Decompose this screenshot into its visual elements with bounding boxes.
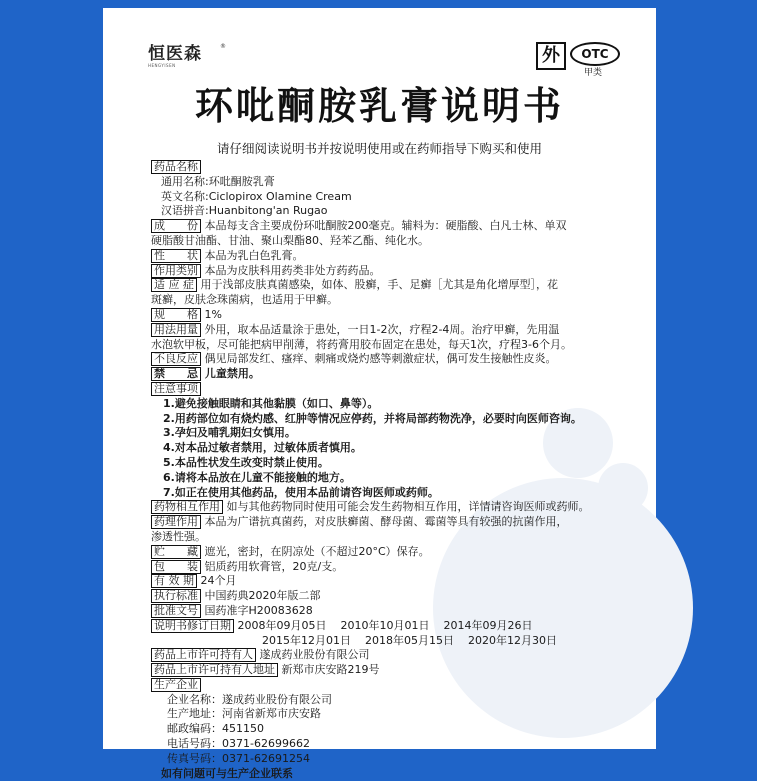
section-revision: 说明书修订日期 2008年09月05日 2010年10月01日 2014年09月26日: [151, 619, 635, 634]
section-package: 包 装 铝质药用软膏管，20克/支。: [151, 560, 635, 575]
address-row: 生产地址：河南省新郑市庆安路: [167, 707, 321, 721]
section-contraindication: 禁 忌 儿童禁用。: [151, 367, 635, 382]
company-row: 企业名称：遂成药业股份有限公司: [167, 692, 332, 706]
leaflet-content: [151, 160, 635, 781]
precaution-item: 1.避免接触眼睛和其他黏膜（如口、鼻等）。: [163, 396, 379, 410]
section-label: 药品名称: [151, 160, 201, 174]
otc-class-label: 甲类: [584, 68, 603, 78]
precaution-item: 6.请将本品放在儿童不能接触的地方。: [163, 470, 351, 484]
section-validity: 有 效 期 24个月: [151, 574, 635, 589]
generic-name-row: 通用名称:环吡酮胺乳膏: [161, 174, 275, 188]
section-character: 性 状 本品为乳白色乳膏。: [151, 249, 635, 264]
logo-text: 恒医森: [148, 44, 202, 64]
otc-badge: OTC: [570, 42, 620, 66]
precaution-item: 3.孕妇及哺乳期妇女慎用。: [163, 426, 296, 440]
section-pharmacology: 药理作用 本品为广谱抗真菌药，对皮肤癣菌、酵母菌、霉菌等具有较强的抗菌作用，: [151, 515, 635, 530]
ingredients-continued: 硬脂酸甘油酯、甘油、聚山梨酯80、羟苯乙酯、纯化水。: [151, 233, 429, 247]
section-category: 作用类别 本品为皮肤科用药类非处方药药品。: [151, 264, 635, 279]
document-subtitle: 请仔细阅读说明书并按说明使用或在药师指导下购买和使用: [216, 141, 542, 156]
registered-mark: ®: [220, 43, 226, 50]
section-approval: 批准文号 国药准字H20083628: [151, 604, 635, 619]
revision-continued: 2015年12月01日 2018年05月15日 2020年12月30日: [262, 633, 557, 647]
section-usage: 用法用量 外用，取本品适量涂于患处，一日1-2次，疗程2-4周。治疗甲癣，先用温: [151, 323, 635, 338]
section-standard: 执行标准 中国药典2020年版二部: [151, 589, 635, 604]
leaflet-sheet: [103, 8, 656, 780]
section-adverse: 不良反应 偶见局部发红、瘙痒、刺痛或烧灼感等刺激症状，偶可发生接触性皮炎。: [151, 352, 635, 367]
contact-note: 如有问题可与生产企业联系: [161, 766, 293, 780]
fax-row: 传真号码：0371-62691254: [167, 751, 310, 765]
section-precautions: 注意事项: [151, 382, 635, 397]
postal-row: 邮政编码：451150: [167, 722, 264, 736]
precaution-item: 4.对本品过敏者禁用，过敏体质者慎用。: [163, 441, 362, 455]
section-drug-name: [151, 160, 635, 175]
pinyin-row: 汉语拼音:Huanbitong'an Rugao: [161, 204, 328, 218]
section-mah: 药品上市许可持有人 遂成药业股份有限公司: [151, 648, 635, 663]
section-interactions: 药物相互作用 如与其他药物同时使用可能会发生药物相互作用，详情请咨询医师或药师。: [151, 500, 635, 515]
precaution-item: 5.本品性状发生改变时禁止使用。: [163, 455, 329, 469]
document-title: 环吡酮胺乳膏说明书: [194, 84, 564, 128]
external-use-badge: 外: [536, 42, 566, 70]
section-spec: 规 格 1%: [151, 308, 635, 323]
phone-row: 电话号码：0371-62699662: [167, 737, 310, 751]
section-ingredients: 成 份 本品每支含主要成份环吡酮胺200毫克。辅料为：硬脂酸、白凡士林、单双: [151, 219, 635, 234]
logo-english: HENGYISEN: [148, 63, 176, 68]
pharmacology-continued: 渗透性强。: [151, 529, 206, 543]
precaution-item: 2.用药部位如有烧灼感、红肿等情况应停药，并将局部药物洗净，必要时向医师咨询。: [163, 411, 582, 425]
indications-continued: 斑癣，皮肤念珠菌病，也适用于甲癣。: [151, 293, 338, 307]
section-storage: 贮 藏 遮光，密封，在阴凉处（不超过20°C）保存。: [151, 545, 635, 560]
section-manufacturer: 生产企业: [151, 678, 635, 693]
english-name-row: 英文名称:Ciclopirox Olamine Cream: [161, 189, 352, 203]
usage-continued: 水泡软甲板，尽可能把病甲削薄，将药膏用胶布固定在患处，每天1次，疗程3-6个月。: [151, 337, 572, 351]
section-mah-address: 药品上市许可持有人地址 新郑市庆安路219号: [151, 663, 635, 678]
precaution-item: 7.如正在使用其他药品，使用本品前请咨询医师或药师。: [163, 485, 439, 499]
section-indications: 适 应 症 用于浅部皮肤真菌感染，如体、股癣，手、足癣［尤其是角化增厚型］，花: [151, 278, 635, 293]
brand-logo: [148, 43, 226, 69]
